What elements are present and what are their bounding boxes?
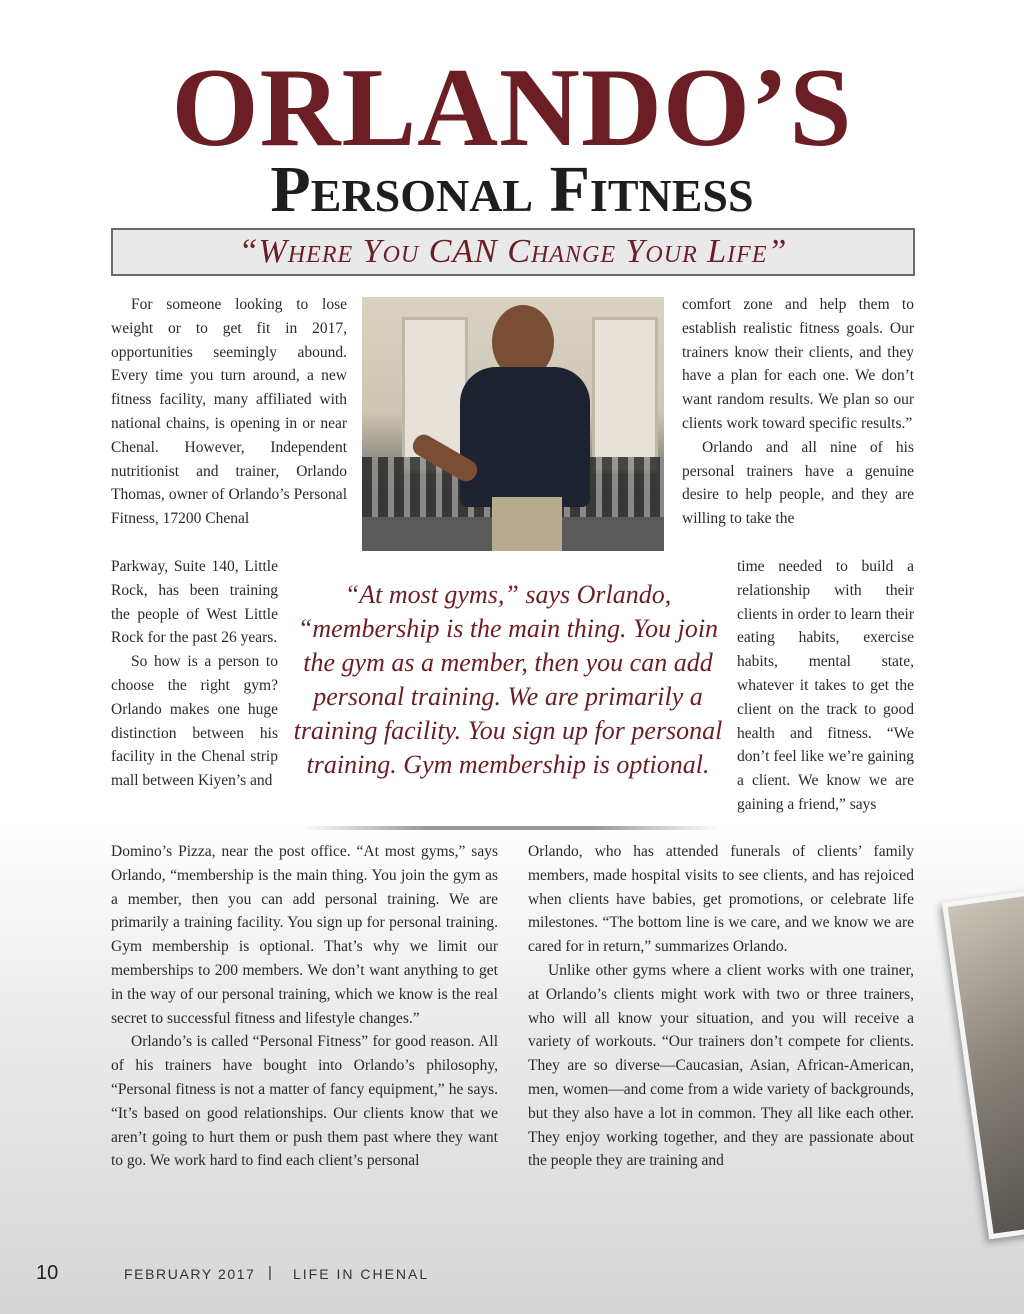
column-2-narrow — [737, 555, 914, 817]
column-2-bottom — [528, 840, 914, 1173]
column-1-top — [111, 293, 347, 531]
column-1-bottom — [111, 840, 498, 1173]
page-footer — [0, 1262, 1024, 1286]
column-1-narrow — [111, 555, 278, 793]
paragraph: comfort zone and help them to establish realistic fitness goals. Our trainers know their clients, and they have a plan for each one. We don’t want random results. We plan so our clients work toward specific results.” — [682, 296, 914, 432]
paragraph: Unlike other gyms where a client works with one trainer, at Orlando’s clients might work with two or three trainers, who will all know your situation, and you will receive a variety of workouts. “Our trainers don’t compete for clients. They are so diverse—Caucasian, Asian, African-American, men, women—and come from a wide variety of backgrounds, but they also have a lot in common. They all like each other. They enjoy working together, and they are passionate about the people they are training and — [528, 961, 914, 1170]
paragraph: Orlando and all nine of his personal trainers have a genuine desire to help people, and they are willing to take the — [682, 438, 914, 528]
headline: ORLANDO’S — [171, 46, 853, 170]
pull-quote: “At most gyms,” says Orlando, “membership is the main thing. You join the gym as a member, then you can add personal training. We are primarily a training facility. You sign up for personal training. Gym membership is optional. — [293, 580, 723, 779]
tagline: “Where You CAN Change Your Life” — [238, 233, 788, 270]
paragraph: Parkway, Suite 140, Little Rock, has been training the people of West Little Rock for the past 26 years. — [111, 558, 278, 647]
paragraph: Domino’s Pizza, near the post office. “At most gyms,” says Orlando, “membership is the main thing. You join the gym as a member, then you can add personal training. We are primarily a training facility. You sign up for personal training. Gym membership is optional. That’s why we limit our memberships to 200 members. We don’t want anything to get in the way of our personal training, which we know is the real secret to successful fitness and lifestyle changes.” — [111, 843, 498, 1027]
portrait-photo — [362, 297, 664, 551]
subheadline: Personal Fitness — [270, 153, 754, 226]
page-number: 10 — [36, 1262, 59, 1284]
paragraph: Orlando’s is called “Personal Fitness” for good reason. All of his trainers have bought into Orlando’s philosophy, “Personal fitness is not a matter of fancy equipment,” he says. “It’s based on good relationships. Our clients know that we aren’t going to hurt them or push them past where they want to go. We work hard to find each client’s personal — [111, 1033, 498, 1170]
column-2-top — [682, 293, 914, 531]
paragraph: Orlando, who has attended funerals of clients’ family members, made hospital visits to see clients, and has rejoiced when clients have babies, get promotions, or celebrate life milestones. “The bottom line is we care, and we know we are cared for in return,” summarizes Orlando. — [528, 843, 914, 956]
tagline-box — [111, 228, 915, 276]
paragraph: For someone looking to lose weight or to get fit in 2017, opportunities seemingly abound. Every time you turn around, a new fitness facility, many affiliated with national chains, is opening in or near Chenal. However, Independent nutritionist and trainer, Orlando Thomas, owner of Orlando’s Personal Fitness, 17200 Chenal — [111, 296, 347, 528]
corner-photo — [942, 885, 1024, 1240]
magazine-name: LIFE IN CHENAL — [293, 1266, 430, 1282]
paragraph: time needed to build a relationship with their clients in order to learn their eating habits, exercise habits, mental state, whatever it takes to get the client on the track to good health and fitness. “We don’t feel like we’re gaining a client. We know we are gaining a friend,” says — [737, 558, 914, 813]
paragraph: So how is a person to choose the right gym? Orlando makes one huge distinction between his facility in the Chenal strip mall between Kiyen’s and — [111, 653, 278, 790]
issue-date: FEBRUARY 2017 — [124, 1266, 256, 1282]
footer-separator: | — [268, 1264, 272, 1281]
pull-quote-rule — [300, 826, 720, 830]
